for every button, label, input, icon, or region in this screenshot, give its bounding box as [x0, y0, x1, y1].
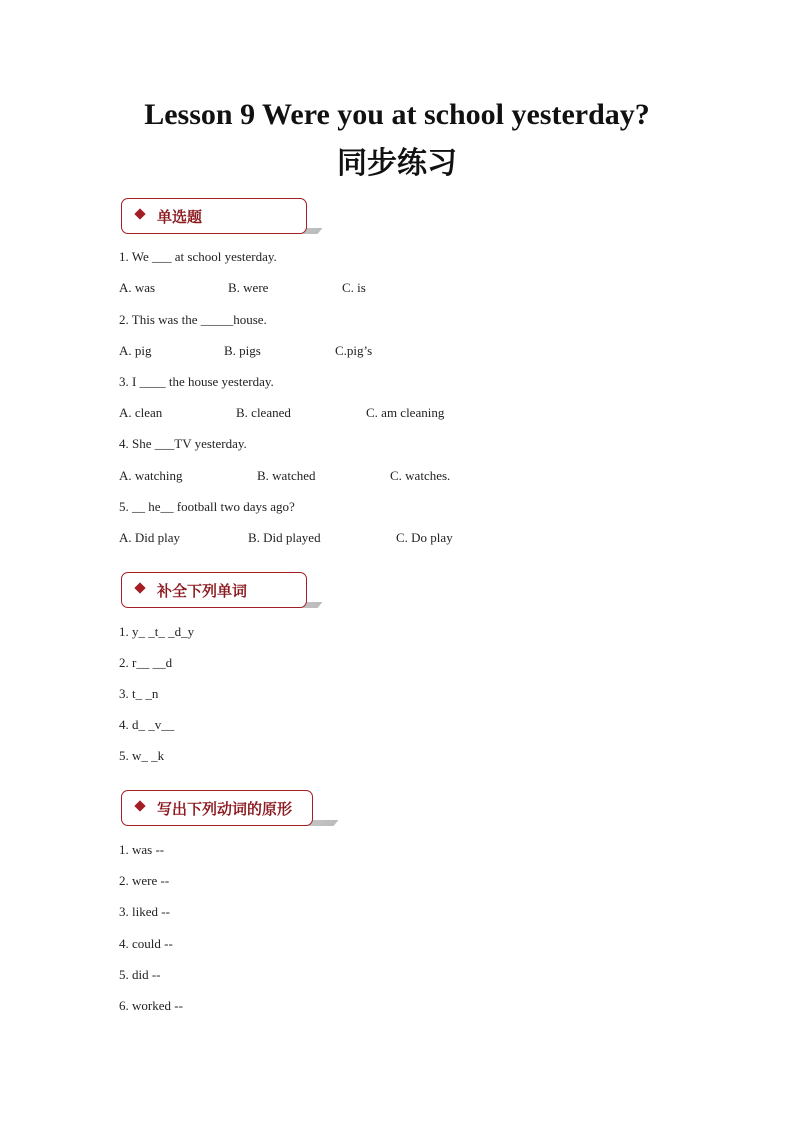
section-label: 补全下列单词: [157, 582, 248, 600]
option-c: C. Do play: [396, 530, 453, 545]
question-text: 2. This was the _____house.: [119, 312, 267, 327]
option-a: A. Did play: [119, 530, 181, 545]
word-item: 1. y_ _t_ _d_y: [119, 624, 195, 639]
verb-item: 6. worked --: [119, 998, 183, 1013]
verb-item: 2. were --: [119, 873, 170, 888]
question-text: 5. __ he__ football two days ago?: [119, 499, 295, 514]
option-b: B. were: [228, 280, 269, 295]
diamond-icon: [134, 582, 145, 593]
question-text: 3. I ____ the house yesterday.: [119, 374, 274, 389]
question-text: 4. She ___TV yesterday.: [119, 436, 247, 451]
word-item: 4. d_ _v__: [119, 717, 175, 732]
option-c: C. watches.: [390, 468, 451, 483]
question-text: 1. We ___ at school yesterday.: [119, 249, 277, 264]
page-subtitle: 同步练习: [337, 146, 457, 181]
option-a: A. watching: [119, 468, 183, 483]
option-a: A. pig: [119, 343, 152, 358]
section-header-complete-words: [121, 572, 307, 608]
option-c: C.pig’s: [335, 343, 373, 358]
page-title: Lesson 9 Were you at school yesterday?: [144, 98, 650, 131]
diamond-icon: [134, 208, 145, 219]
section-header-verb-base-forms: [121, 790, 313, 826]
section-header-single-choice: [121, 198, 307, 234]
option-b: B. watched: [257, 468, 316, 483]
option-a: A. was: [119, 280, 156, 295]
option-a: A. clean: [119, 405, 163, 420]
word-item: 5. w_ _k: [119, 748, 165, 763]
verb-item: 3. liked --: [119, 904, 170, 919]
option-b: B. cleaned: [236, 405, 291, 420]
section-label: 单选题: [157, 208, 203, 226]
verb-item: 1. was --: [119, 842, 165, 857]
word-item: 3. t_ _n: [119, 686, 159, 701]
section-label: 写出下列动词的原形: [157, 800, 293, 818]
verb-item: 4. could --: [119, 936, 173, 951]
option-b: B. Did played: [248, 530, 321, 545]
diamond-icon: [134, 800, 145, 811]
verb-item: 5. did --: [119, 967, 161, 982]
word-item: 2. r__ __d: [119, 655, 173, 670]
option-c: C. am cleaning: [366, 405, 445, 420]
option-b: B. pigs: [224, 343, 261, 358]
option-c: C. is: [342, 280, 366, 295]
